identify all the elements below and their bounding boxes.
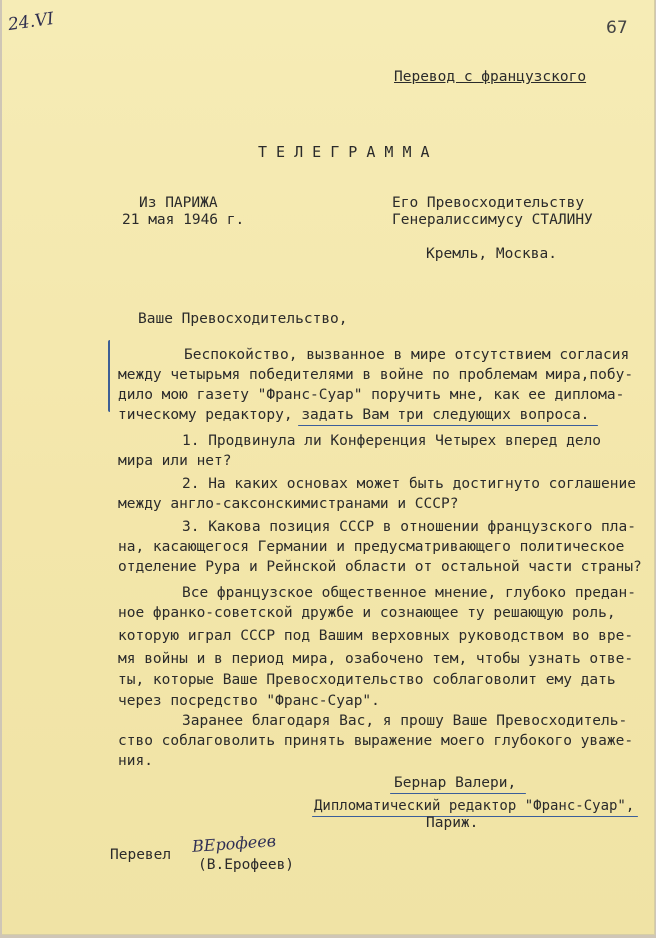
body-line: которую играл СССР под Вашим верховных руководством во вре- [118, 628, 634, 644]
salutation: Ваше Превосходительство, [138, 311, 348, 327]
margin-mark [108, 340, 113, 412]
question-line: 3. Какова позиция СССР в отношении французского пла- [182, 519, 636, 535]
translator-handwritten-signature: ВЕрофеев [191, 831, 277, 856]
body-line: ное франко-советской дружбе и сознающее ту решающую роль, [118, 605, 616, 621]
question-line: на, касающегося Германии и предусматривающего политическое [118, 539, 625, 555]
body-line: ния. [118, 753, 153, 769]
question-line: 2. На каких основах может быть достигнуто соглашение [182, 476, 636, 492]
handwritten-underline [390, 793, 526, 794]
signature-name: Бернар Валери, [394, 775, 517, 791]
body-line: ство соблаговолить принять выражение моего глубокого уваже- [118, 733, 634, 749]
handwritten-underline [298, 425, 598, 426]
question-line: мира или нет? [118, 453, 232, 469]
body-line: Все французское общественное мнение, глубоко предан- [182, 585, 636, 601]
body-line: Беспокойство, вызванное в мире отсутствием согласия [184, 347, 630, 363]
body-line: дило мою газету "Франс-Суар" поручить мне, как ее диплома- [118, 387, 625, 403]
addressee-line-3: Кремль, Москва. [426, 246, 557, 262]
translator-name: (В.Ерофеев) [198, 857, 295, 873]
origin-city: Из ПАРИЖА [139, 195, 218, 211]
addressee-line-2: Генералиссимусу СТАЛИНУ [392, 212, 593, 228]
signature-role: Дипломатический редактор "Франс-Суар", [314, 798, 635, 814]
question-line: отделение Рура и Рейнской области от остальной части страны? [118, 559, 642, 575]
document-page [2, 0, 655, 935]
question-line: между англо-саксонскимистранами и СССР? [118, 496, 459, 512]
translator-label: Перевел [110, 847, 172, 863]
body-line: Заранее благодаря Вас, я прошу Ваше Превосходитель- [182, 713, 628, 729]
page-number: 67 [606, 18, 628, 38]
body-line: тическому редактору, задать Вам три следующих вопроса. [118, 407, 590, 423]
origin-date: 21 мая 1946 г. [122, 212, 245, 228]
body-line: через посредство "Франс-Суар". [118, 693, 380, 709]
signature-city: Париж. [426, 815, 479, 831]
body-line: мя войны и в период мира, озабочено тем, чтобы узнать отве- [118, 651, 634, 667]
header-note: Перевод с французского [394, 69, 587, 85]
question-line: 1. Продвинула ли Конференция Четырех вперед дело [182, 433, 602, 449]
body-line: между четырьмя победителями в войне по проблемам мира,побу- [118, 367, 634, 383]
document-title: Т Е Л Е Г Р А М М А [258, 143, 430, 161]
archive-mark: 24.VI [6, 8, 56, 36]
addressee-line-1: Его Превосходительству [392, 195, 585, 211]
body-line: ты, которые Ваше Превосходительство соблаговолит ему дать [118, 672, 616, 688]
